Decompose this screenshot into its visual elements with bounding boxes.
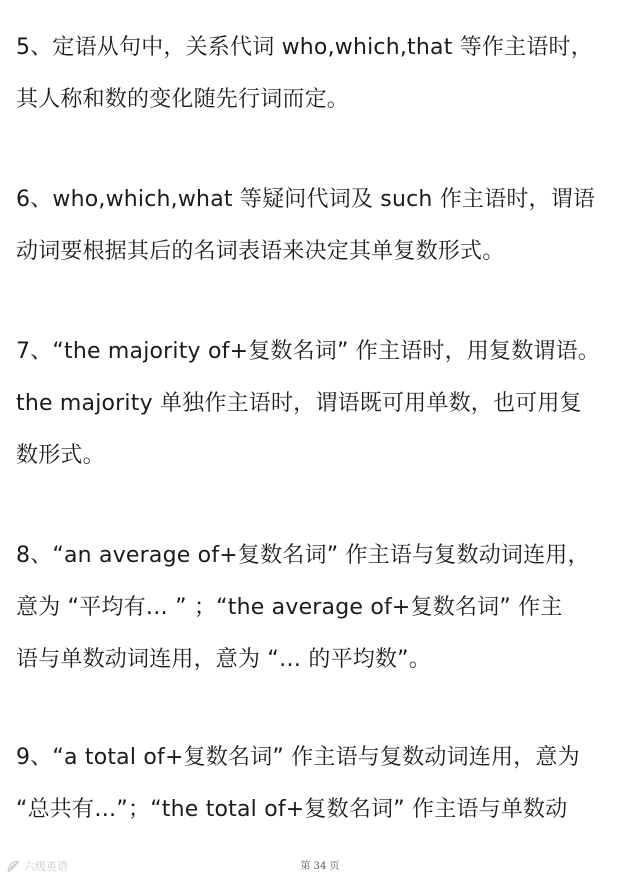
rule-item-8 (16, 530, 626, 686)
rule-line: the majority 单独作主语时，谓语既可用单数，也可用复 (16, 391, 582, 416)
rule-line: 5、定语从句中，关系代词 who,which,that 等作主语时， (16, 35, 593, 60)
rule-item-6 (16, 174, 626, 278)
rule-line: 其人称和数的变化随先行词而定。 (16, 87, 350, 112)
watermark-text: 六级英语 (24, 860, 68, 873)
rule-line: “总共有…”；“the total of+复数名词” 作主语与单数动 (16, 797, 568, 822)
rule-line: 动词要根据其后的名词表语来决定其单复数形式。 (16, 239, 505, 264)
rule-item-5 (16, 22, 626, 126)
rule-line: 6、who,which,what 等疑问代词及 such 作主语时，谓语 (16, 187, 596, 212)
page-number: 第 34 页 (300, 861, 340, 872)
rule-item-9 (16, 732, 626, 836)
rule-line: 7、“the majority of+复数名词” 作主语时，用复数谓语。 (16, 339, 601, 364)
rule-line: 数形式。 (16, 443, 105, 468)
rule-line: 语与单数动词连用，意为 “… 的平均数”。 (16, 647, 431, 672)
rule-line: 意为 “平均有… ” ；“the average of+复数名词” 作主 (16, 595, 563, 620)
rule-line: 9、“a total of+复数名词” 作主语与复数动词连用，意为 (16, 745, 580, 770)
rule-item-7 (16, 326, 626, 482)
rule-line: 8、“an average of+复数名词” 作主语与复数动词连用， (16, 543, 590, 568)
